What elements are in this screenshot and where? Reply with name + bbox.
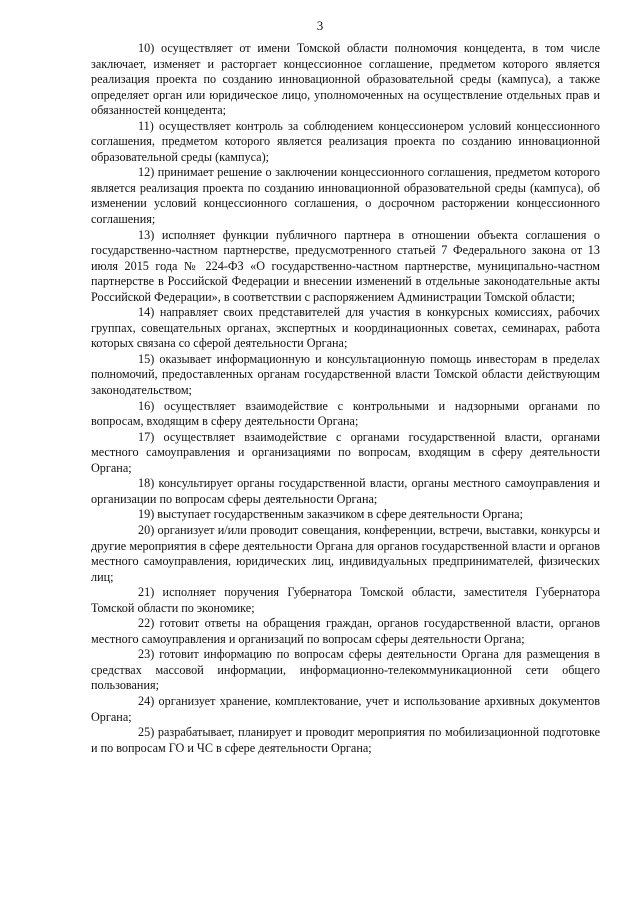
list-item: 25) разрабатывает, планирует и проводит мероприятия по мобилизационной подготовке и по вопросам ГО и ЧС в сфере деятельности Органа; [91, 725, 600, 755]
list-item: 24) организует хранение, комплектование, учет и использование архивных документов Органа; [91, 693, 600, 724]
list-item: 21) исполняет поручения Губернатора Томской области, заместителя Губернатора Томской области по экономике; [91, 585, 600, 615]
list-item: 19) выступает государственным заказчиком в сфере деятельности Органа; [138, 507, 523, 522]
list-item: 22) готовит ответы на обращения граждан, органов государственной власти, органов местного самоуправления и организаций по вопросам сферы деятельности Органа; [91, 616, 600, 646]
list-item: 12) принимает решение о заключении концессионного соглашения, предметом которого является реализация проекта по созданию инновационной образовательной среды (кампуса), об изменении условий концессионного соглашения, о досрочном расторжении концессионного соглашения; [91, 165, 600, 227]
list-item: 18) консультирует органы государственной власти, органы местного самоуправления и организации по вопросам сферы деятельности Органа; [91, 476, 600, 506]
list-item: 17) осуществляет взаимодействие с органами государственной власти, органами местного самоуправления и организациями по вопросам, входящим в сферу деятельности Органа; [91, 429, 600, 475]
page-number: 3 [316, 18, 324, 33]
list-item: 15) оказывает информационную и консультационную помощь инвесторам в пределах полномочий, предоставленных органам государственной власти Томской области действующим законодательством; [91, 351, 600, 398]
list-item: 13) исполняет функции публичного партнера в отношении объекта соглашения о государственно-частном партнерстве, предусмотренного статьей 7 Федерального закона от 13 июля 2015 года № 224-ФЗ «О государственно-частном партнерстве, муниципально-частном партнерстве в Российской Федерации и внесении изменений в отдельные законодательные акты Российской Федерации», в соответствии с распоряжением Администрации Томской области; [91, 227, 600, 304]
list-item: 10) осуществляет от имени Томской области полномочия концедента, в том числе заключает, изменяет и расторгает концессионное соглашение, предметом которого является реализация проекта по созданию инновационной образовательной среды (кампуса), а также определяет орган или юридическое лицо, уполномоченных на осуществление отдельных прав и обязанностей концедента; [91, 41, 600, 118]
list-item: 20) организует и/или проводит совещания, конференции, встречи, выставки, конкурсы и другие мероприятия в сфере деятельности Органа для органов государственной власти и органов местного самоуправления, юридических лиц, индивидуальных предпринимателей, физических лиц; [91, 522, 600, 584]
list-item: 14) направляет своих представителей для участия в конкурсных комиссиях, рабочих группах, совещательных органах, экспертных и координационных советах, семинарах, работа которых связана со сферой деятельности Органа; [91, 305, 600, 351]
document-body [91, 41, 600, 756]
list-item: 16) осуществляет взаимодействие с контрольными и надзорными органами по вопросам, входящим в сферу деятельности Органа; [91, 398, 600, 429]
list-item: 23) готовит информацию по вопросам сферы деятельности Органа для размещения в средствах массовой информации, информационно-телекоммуникационной сети общего пользования; [91, 647, 600, 693]
list-item: 11) осуществляет контроль за соблюдением концессионером условий концессионного соглашения, предметом которого является реализация проекта по созданию инновационной образовательной среды (кампуса); [91, 118, 600, 164]
